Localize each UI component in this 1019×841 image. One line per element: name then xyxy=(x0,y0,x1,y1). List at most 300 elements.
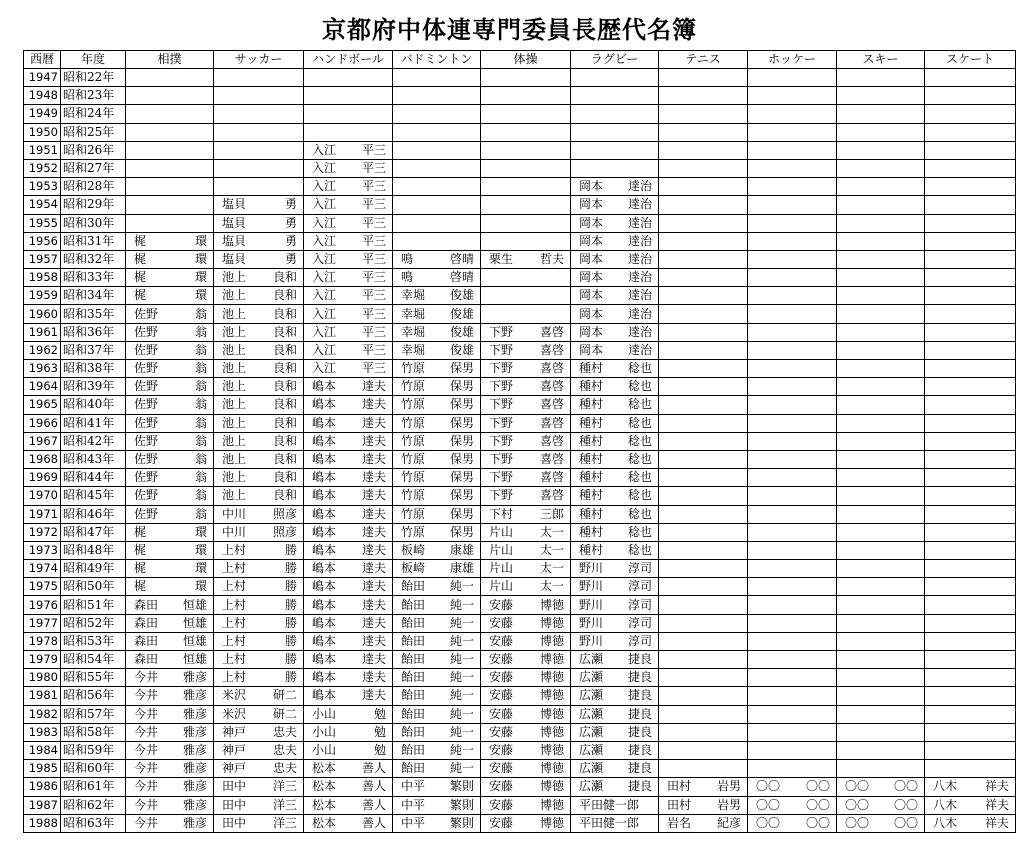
cell-rugby xyxy=(571,360,659,378)
header-col-handball: ハンドボール xyxy=(304,51,393,69)
member-name: 嶋本 達夫 xyxy=(312,542,386,557)
cell-badminton xyxy=(393,305,481,323)
member-name: 下野 喜啓 xyxy=(489,361,564,376)
cell-year: 1974 xyxy=(24,560,61,578)
cell-gymnastics xyxy=(481,250,571,268)
cell-era: 昭和34年 xyxy=(61,287,126,305)
member-name: 嶋本 達夫 xyxy=(312,452,386,467)
cell-ski xyxy=(837,141,925,159)
member-name: 飴田 純一 xyxy=(401,743,474,758)
member-name: 飴田 純一 xyxy=(401,615,474,630)
cell-ski xyxy=(837,105,925,123)
cell-badminton xyxy=(393,414,481,432)
cell-era: 昭和27年 xyxy=(61,159,126,177)
member-name: 片山 太一 xyxy=(489,542,564,557)
member-name: 田中 洋三 xyxy=(222,815,297,830)
cell-rugby xyxy=(571,560,659,578)
member-name: 小山 勉 xyxy=(312,706,386,721)
cell-sumo xyxy=(126,705,214,723)
cell-ski xyxy=(837,505,925,523)
cell-rugby xyxy=(571,123,659,141)
cell-skate xyxy=(925,523,1016,541)
member-name: 竹原 保男 xyxy=(401,506,474,521)
member-name: 入江 平三 xyxy=(312,324,386,339)
cell-gymnastics xyxy=(481,669,571,687)
cell-sumo xyxy=(126,178,214,196)
cell-sumo xyxy=(126,614,214,632)
cell-badminton xyxy=(393,523,481,541)
cell-sumo xyxy=(126,305,214,323)
cell-sumo xyxy=(126,523,214,541)
member-name: 佐野 翁 xyxy=(134,361,207,376)
cell-soccer xyxy=(214,541,304,559)
cell-handball xyxy=(304,214,393,232)
member-name: 片山 太一 xyxy=(489,524,564,539)
cell-sumo xyxy=(126,814,214,832)
table-row xyxy=(24,541,1016,559)
member-name: 片山 太一 xyxy=(489,579,564,594)
cell-skate xyxy=(925,378,1016,396)
table-row xyxy=(24,69,1016,87)
cell-gymnastics xyxy=(481,541,571,559)
cell-gymnastics xyxy=(481,778,571,796)
cell-soccer xyxy=(214,141,304,159)
cell-sumo xyxy=(126,723,214,741)
cell-rugby xyxy=(571,287,659,305)
member-name: 入江 平三 xyxy=(312,270,386,285)
member-name: 下野 喜啓 xyxy=(489,470,564,485)
table-row xyxy=(24,287,1016,305)
cell-skate xyxy=(925,487,1016,505)
cell-ski xyxy=(837,651,925,669)
member-name: 梶 環 xyxy=(134,251,207,266)
cell-soccer xyxy=(214,87,304,105)
cell-handball xyxy=(304,159,393,177)
member-name: 今井 雅彦 xyxy=(134,761,207,776)
cell-ski xyxy=(837,541,925,559)
cell-badminton xyxy=(393,141,481,159)
member-name: 松本 善人 xyxy=(312,761,386,776)
cell-soccer xyxy=(214,250,304,268)
cell-skate xyxy=(925,432,1016,450)
member-name: 平田健一郎 xyxy=(579,797,640,812)
member-name: 安藤 博徳 xyxy=(489,597,564,612)
table-row xyxy=(24,360,1016,378)
member-name: 竹原 保男 xyxy=(401,361,474,376)
cell-handball xyxy=(304,469,393,487)
cell-sumo xyxy=(126,141,214,159)
member-name: 上村 勝 xyxy=(222,652,297,667)
member-name: 下野 喜啓 xyxy=(489,379,564,394)
cell-soccer xyxy=(214,814,304,832)
member-name: 下野 喜啓 xyxy=(489,433,564,448)
cell-tennis xyxy=(659,450,748,468)
cell-year: 1977 xyxy=(24,614,61,632)
cell-era: 昭和35年 xyxy=(61,305,126,323)
cell-soccer xyxy=(214,123,304,141)
cell-hockey xyxy=(748,651,837,669)
cell-rugby xyxy=(571,432,659,450)
cell-ski xyxy=(837,214,925,232)
member-name: 池上 良和 xyxy=(222,379,297,394)
cell-hockey xyxy=(748,232,837,250)
cell-hockey xyxy=(748,723,837,741)
cell-era: 昭和54年 xyxy=(61,651,126,669)
cell-gymnastics xyxy=(481,341,571,359)
cell-rugby xyxy=(571,614,659,632)
cell-tennis xyxy=(659,378,748,396)
cell-handball xyxy=(304,305,393,323)
cell-year: 1966 xyxy=(24,414,61,432)
cell-year: 1956 xyxy=(24,232,61,250)
cell-soccer xyxy=(214,505,304,523)
cell-ski xyxy=(837,687,925,705)
cell-year: 1957 xyxy=(24,250,61,268)
cell-sumo xyxy=(126,287,214,305)
table-row xyxy=(24,614,1016,632)
cell-handball xyxy=(304,269,393,287)
member-name: 佐野 翁 xyxy=(134,433,207,448)
cell-handball xyxy=(304,287,393,305)
cell-year: 1959 xyxy=(24,287,61,305)
table-row xyxy=(24,778,1016,796)
member-name: 嶋本 達夫 xyxy=(312,633,386,648)
cell-era: 昭和60年 xyxy=(61,760,126,778)
member-name: 佐野 翁 xyxy=(134,379,207,394)
member-name: 中平 繁則 xyxy=(401,779,474,794)
cell-year: 1949 xyxy=(24,105,61,123)
cell-skate xyxy=(925,141,1016,159)
cell-skate xyxy=(925,796,1016,814)
cell-soccer xyxy=(214,705,304,723)
cell-handball xyxy=(304,341,393,359)
cell-badminton xyxy=(393,487,481,505)
cell-sumo xyxy=(126,796,214,814)
cell-era: 昭和45年 xyxy=(61,487,126,505)
cell-year: 1981 xyxy=(24,687,61,705)
cell-hockey xyxy=(748,632,837,650)
cell-rugby xyxy=(571,723,659,741)
table-row xyxy=(24,814,1016,832)
member-name: 安藤 博徳 xyxy=(489,761,564,776)
table-row xyxy=(24,632,1016,650)
member-name: 幸堀 俊雄 xyxy=(401,306,474,321)
table-row xyxy=(24,651,1016,669)
cell-sumo xyxy=(126,541,214,559)
cell-era: 昭和52年 xyxy=(61,614,126,632)
cell-ski xyxy=(837,596,925,614)
member-name: 広瀬 捷良 xyxy=(579,724,652,739)
member-name: 小山 勉 xyxy=(312,743,386,758)
cell-tennis xyxy=(659,596,748,614)
cell-hockey xyxy=(748,196,837,214)
member-name: 安藤 博徳 xyxy=(489,670,564,685)
cell-era: 昭和36年 xyxy=(61,323,126,341)
member-name: 嶋本 達夫 xyxy=(312,379,386,394)
cell-soccer xyxy=(214,614,304,632)
cell-tennis xyxy=(659,669,748,687)
table-row xyxy=(24,487,1016,505)
cell-soccer xyxy=(214,487,304,505)
cell-year: 1986 xyxy=(24,778,61,796)
cell-skate xyxy=(925,341,1016,359)
cell-badminton xyxy=(393,505,481,523)
cell-sumo xyxy=(126,269,214,287)
cell-tennis xyxy=(659,487,748,505)
member-name: 〇〇 〇〇 xyxy=(845,797,918,812)
cell-sumo xyxy=(126,687,214,705)
member-name: 入江 平三 xyxy=(312,361,386,376)
cell-era: 昭和59年 xyxy=(61,741,126,759)
cell-badminton xyxy=(393,432,481,450)
cell-year: 1971 xyxy=(24,505,61,523)
cell-era: 昭和49年 xyxy=(61,560,126,578)
cell-rugby xyxy=(571,541,659,559)
member-name: 梶 環 xyxy=(134,561,207,576)
member-name: 岡本 達治 xyxy=(579,270,652,285)
cell-era: 昭和62年 xyxy=(61,796,126,814)
member-name: 竹原 保男 xyxy=(401,470,474,485)
cell-hockey xyxy=(748,450,837,468)
member-name: 片山 太一 xyxy=(489,561,564,576)
member-name: 今井 雅彦 xyxy=(134,688,207,703)
cell-gymnastics xyxy=(481,123,571,141)
cell-handball xyxy=(304,323,393,341)
cell-tennis xyxy=(659,123,748,141)
member-name: 入江 平三 xyxy=(312,142,386,157)
cell-hockey xyxy=(748,796,837,814)
member-name: 佐野 翁 xyxy=(134,415,207,430)
member-name: 八木 祥夫 xyxy=(933,815,1009,830)
member-name: 松本 善人 xyxy=(312,797,386,812)
member-name: 安藤 博徳 xyxy=(489,652,564,667)
member-name: 飴田 純一 xyxy=(401,670,474,685)
cell-handball xyxy=(304,196,393,214)
table-row xyxy=(24,305,1016,323)
cell-tennis xyxy=(659,651,748,669)
cell-ski xyxy=(837,760,925,778)
cell-year: 1982 xyxy=(24,705,61,723)
cell-tennis xyxy=(659,523,748,541)
cell-gymnastics xyxy=(481,796,571,814)
cell-handball xyxy=(304,778,393,796)
cell-soccer xyxy=(214,269,304,287)
cell-handball xyxy=(304,69,393,87)
table-body xyxy=(24,69,1016,833)
table-row xyxy=(24,760,1016,778)
cell-ski xyxy=(837,250,925,268)
member-name: 鳴 啓晴 xyxy=(401,251,474,266)
cell-rugby xyxy=(571,487,659,505)
member-name: 八木 祥夫 xyxy=(933,797,1009,812)
member-name: 佐野 翁 xyxy=(134,452,207,467)
cell-era: 昭和32年 xyxy=(61,250,126,268)
cell-hockey xyxy=(748,269,837,287)
member-name: 岡本 達治 xyxy=(579,324,652,339)
cell-soccer xyxy=(214,741,304,759)
cell-ski xyxy=(837,123,925,141)
cell-handball xyxy=(304,760,393,778)
member-name: 安藤 博徳 xyxy=(489,779,564,794)
cell-tennis xyxy=(659,323,748,341)
member-name: 嶋本 達夫 xyxy=(312,470,386,485)
member-name: 安藤 博徳 xyxy=(489,633,564,648)
cell-soccer xyxy=(214,723,304,741)
cell-era: 昭和25年 xyxy=(61,123,126,141)
cell-year: 1969 xyxy=(24,469,61,487)
cell-tennis xyxy=(659,505,748,523)
cell-skate xyxy=(925,396,1016,414)
cell-rugby xyxy=(571,250,659,268)
cell-tennis xyxy=(659,414,748,432)
cell-year: 1972 xyxy=(24,523,61,541)
cell-tennis xyxy=(659,178,748,196)
cell-era: 昭和41年 xyxy=(61,414,126,432)
cell-year: 1970 xyxy=(24,487,61,505)
cell-handball xyxy=(304,560,393,578)
member-name: 安藤 博徳 xyxy=(489,688,564,703)
cell-badminton xyxy=(393,651,481,669)
cell-badminton xyxy=(393,396,481,414)
cell-soccer xyxy=(214,378,304,396)
cell-year: 1954 xyxy=(24,196,61,214)
cell-soccer xyxy=(214,432,304,450)
cell-year: 1947 xyxy=(24,69,61,87)
cell-sumo xyxy=(126,741,214,759)
cell-hockey xyxy=(748,378,837,396)
member-name: 平田健一郎 xyxy=(579,815,640,830)
member-name: 飴田 純一 xyxy=(401,597,474,612)
table-row xyxy=(24,196,1016,214)
member-name: 塩貝 勇 xyxy=(222,197,297,212)
table-row xyxy=(24,414,1016,432)
cell-soccer xyxy=(214,578,304,596)
member-name: 上村 勝 xyxy=(222,542,297,557)
cell-skate xyxy=(925,305,1016,323)
table-row xyxy=(24,705,1016,723)
member-name: 岡本 達治 xyxy=(579,306,652,321)
cell-rugby xyxy=(571,196,659,214)
cell-handball xyxy=(304,414,393,432)
cell-skate xyxy=(925,69,1016,87)
table-row xyxy=(24,123,1016,141)
member-name: 嶋本 達夫 xyxy=(312,670,386,685)
table-row xyxy=(24,232,1016,250)
member-name: 池上 良和 xyxy=(222,342,297,357)
table-row xyxy=(24,560,1016,578)
cell-rugby xyxy=(571,69,659,87)
cell-handball xyxy=(304,578,393,596)
cell-sumo xyxy=(126,360,214,378)
cell-tennis xyxy=(659,360,748,378)
cell-hockey xyxy=(748,760,837,778)
cell-rugby xyxy=(571,396,659,414)
member-name: 池上 良和 xyxy=(222,397,297,412)
cell-handball xyxy=(304,651,393,669)
member-name: 梶 環 xyxy=(134,270,207,285)
cell-tennis xyxy=(659,159,748,177)
member-name: 森田 恒雄 xyxy=(134,652,207,667)
table-row xyxy=(24,323,1016,341)
cell-year: 1988 xyxy=(24,814,61,832)
member-name: 飴田 純一 xyxy=(401,652,474,667)
cell-hockey xyxy=(748,105,837,123)
cell-gymnastics xyxy=(481,178,571,196)
cell-tennis xyxy=(659,141,748,159)
cell-era: 昭和44年 xyxy=(61,469,126,487)
member-name: 池上 良和 xyxy=(222,324,297,339)
cell-sumo xyxy=(126,778,214,796)
cell-soccer xyxy=(214,323,304,341)
cell-rugby xyxy=(571,687,659,705)
cell-rugby xyxy=(571,178,659,196)
cell-handball xyxy=(304,723,393,741)
cell-era: 昭和38年 xyxy=(61,360,126,378)
member-name: 今井 雅彦 xyxy=(134,724,207,739)
cell-handball xyxy=(304,123,393,141)
cell-rugby xyxy=(571,778,659,796)
cell-rugby xyxy=(571,414,659,432)
member-name: 種村 稔也 xyxy=(579,361,652,376)
cell-sumo xyxy=(126,505,214,523)
cell-year: 1983 xyxy=(24,723,61,741)
member-name: 広瀬 捷良 xyxy=(579,652,652,667)
cell-hockey xyxy=(748,141,837,159)
cell-badminton xyxy=(393,360,481,378)
cell-gymnastics xyxy=(481,87,571,105)
member-name: 八木 祥夫 xyxy=(933,779,1009,794)
cell-tennis xyxy=(659,214,748,232)
cell-era: 昭和31年 xyxy=(61,232,126,250)
member-name: 神戸 忠夫 xyxy=(222,761,297,776)
cell-skate xyxy=(925,105,1016,123)
header-col-tennis: テニス xyxy=(659,51,748,69)
member-name: 池上 良和 xyxy=(222,488,297,503)
cell-gymnastics xyxy=(481,414,571,432)
member-name: 下野 喜啓 xyxy=(489,397,564,412)
cell-tennis xyxy=(659,705,748,723)
cell-skate xyxy=(925,541,1016,559)
cell-skate xyxy=(925,705,1016,723)
member-name: 田村 岩男 xyxy=(667,797,741,812)
cell-tennis xyxy=(659,287,748,305)
member-name: 竹原 保男 xyxy=(401,415,474,430)
member-name: 佐野 翁 xyxy=(134,488,207,503)
cell-handball xyxy=(304,378,393,396)
cell-handball xyxy=(304,596,393,614)
cell-badminton xyxy=(393,214,481,232)
cell-hockey xyxy=(748,214,837,232)
cell-soccer xyxy=(214,632,304,650)
member-name: 田中 洋三 xyxy=(222,797,297,812)
member-name: 松本 善人 xyxy=(312,815,386,830)
cell-sumo xyxy=(126,323,214,341)
cell-sumo xyxy=(126,341,214,359)
cell-skate xyxy=(925,760,1016,778)
cell-year: 1964 xyxy=(24,378,61,396)
member-name: 池上 良和 xyxy=(222,415,297,430)
table-row xyxy=(24,159,1016,177)
cell-skate xyxy=(925,578,1016,596)
cell-skate xyxy=(925,414,1016,432)
header-col-badminton: バドミントン xyxy=(393,51,481,69)
member-name: 下野 喜啓 xyxy=(489,415,564,430)
cell-hockey xyxy=(748,687,837,705)
cell-year: 1976 xyxy=(24,596,61,614)
cell-year: 1955 xyxy=(24,214,61,232)
cell-era: 昭和63年 xyxy=(61,814,126,832)
cell-skate xyxy=(925,159,1016,177)
